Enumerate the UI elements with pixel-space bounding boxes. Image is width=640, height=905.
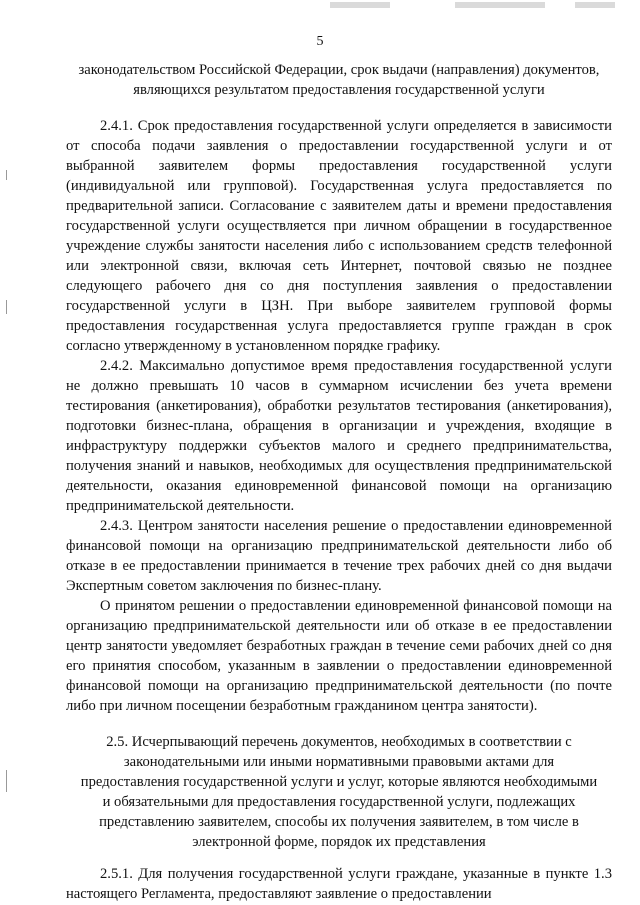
section-heading-2-5: 2.5. Исчерпывающий перечень документов, необходимых в соответствии с законодательными или иными нормативными правовыми актами для предоставления государственной услуги и услуг, которые являются необходимыми и обязательными для предоставления государственной услуги, подлежащих представлению заявителем, способы их получения заявителем, в том числе в электронной форме, порядок их представления bbox=[80, 734, 598, 850]
margin-mark bbox=[6, 300, 7, 314]
paragraph-2-4-1: 2.4.1. Срок предоставления государственной услуги определяется в зависимости от способа подачи заявления о предоставлении государственной услуги и от выбранной заявителем формы предоставления государственной услуги (индивидуальной или групповой). Государственная услуга предоставляется по предварительной записи. Согласование с заявителем даты и времени предоставления государственной услуги осуществляется при личном обращении в государственное учреждение службы занятости населения либо с использованием средств телефонной или электронной связи, включая сеть Интернет, почтовой связью не позднее следующего рабочего дня со дня поступления заявления о предоставлении государственной услуги в ЦЗН. При выборе заявителем групповой формы предоставления государственная услуга предоставляется группе граждан в срок согласно утвержденному в установленном порядке графику. bbox=[66, 118, 612, 354]
section-heading-continuation: законодательством Российской Федерации, срок выдачи (направления) документов, являющихся результатом предоставления государственной услуги bbox=[78, 62, 600, 98]
scan-artifact bbox=[575, 2, 615, 8]
page-number: 5 bbox=[316, 34, 324, 49]
scan-artifact bbox=[330, 2, 390, 8]
document-body bbox=[66, 60, 612, 904]
paragraph-decision-notice: О принятом решении о предоставлении единовременной финансовой помощи на организацию предпринимательской деятельности или об отказе в ее предоставлении центр занятости уведомляет безработных граждан в течение семи рабочих дней со дня его принятия способом, указанным в заявлении о предоставлении единовременной финансовой помощи на организацию предпринимательской деятельности (по почте либо при личном посещении безработным гражданином центра занятости). bbox=[66, 598, 612, 714]
margin-mark bbox=[6, 170, 7, 180]
margin-mark bbox=[6, 770, 7, 792]
paragraph-2-4-2: 2.4.2. Максимально допустимое время предоставления государственной услуги не должно превышать 10 часов в суммарном исчислении без учета времени тестирования (анкетирования), обработки результатов тестирования (анкетирования), подготовки бизнес-плана, обращения в организации и учреждения, входящие в инфраструктуру поддержки субъектов малого и среднего предпринимательства, получения знаний и навыков, необходимых для осуществления предпринимательской деятельности, оказания единовременной финансовой помощи на организацию предпринимательской деятельности. bbox=[66, 358, 612, 514]
scan-artifact bbox=[455, 2, 545, 8]
paragraph-2-5-1: 2.5.1. Для получения государственной услуги граждане, указанные в пункте 1.3 настоящего Регламента, предоставляют заявление о предоставлении bbox=[66, 866, 612, 902]
paragraph-2-4-3: 2.4.3. Центром занятости населения решение о предоставлении единовременной финансовой помощи на организацию предпринимательской деятельности либо об отказе в ее предоставлении принимается в течение трех рабочих дней со дня выдачи Экспертным советом заключения по бизнес-плану. bbox=[66, 518, 612, 594]
